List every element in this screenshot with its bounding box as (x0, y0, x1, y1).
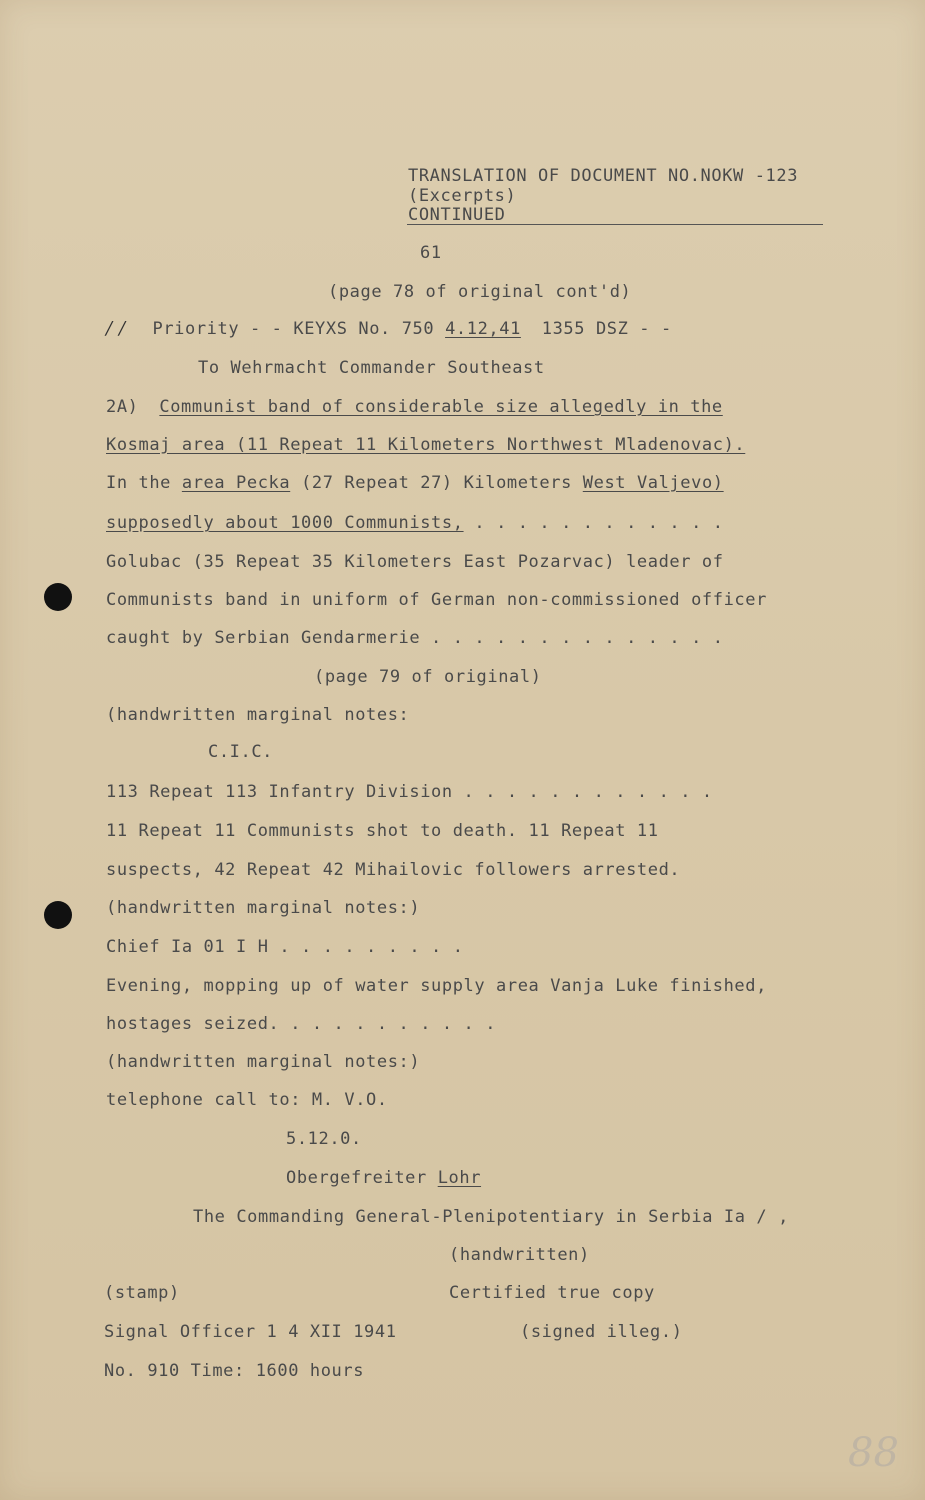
item-2a-line-1 (106, 397, 723, 417)
item-2a-line-2: Kosmaj area (11 Repeat 11 Kilometers Northwest Mladenovac). (106, 435, 746, 455)
telephone-line: telephone call to: M. V.O. (106, 1090, 388, 1110)
suspects-line: suspects, 42 Repeat 42 Mihailovic followers arrested. (106, 860, 681, 880)
commanding-general-line: The Commanding General-Plenipotentiary in Serbia Ia / , (193, 1207, 789, 1227)
signer-name: Lohr (437, 1168, 482, 1188)
item-2a-text-3b: area Pecka (181, 473, 291, 493)
certified-copy: Certified true copy (449, 1283, 655, 1303)
header-rule (407, 224, 823, 225)
handwritten-note-3: (handwritten marginal notes:) (106, 1052, 421, 1072)
cic-line: C.I.C. (208, 742, 274, 762)
item-2a-text-1: Communist band of considerable size allegedly in the (159, 397, 723, 417)
item-2a-text-4a: supposedly about 1000 Communists, (106, 513, 464, 533)
item-2a-line-7: caught by Serbian Gendarmerie . . . . . . . . . . . . . . (106, 628, 724, 648)
handwritten-note-1: (handwritten marginal notes: (106, 705, 410, 725)
header-excerpts: (Excerpts) (408, 186, 517, 206)
signal-officer-line: Signal Officer 1 4 XII 1941 (104, 1322, 397, 1342)
priority-suffix: 1355 DSZ - - (541, 319, 672, 339)
signer-line (286, 1168, 481, 1188)
priority-date: 4.12,41 (445, 319, 521, 339)
item-2a-label: 2A) (106, 397, 139, 417)
item-2a-line-3 (106, 473, 724, 493)
time-line: No. 910 Time: 1600 hours (104, 1361, 365, 1381)
item-2a-text-3d: West Valjevo) (582, 473, 724, 493)
header-title: TRANSLATION OF DOCUMENT NO.NOKW -123 (408, 166, 799, 186)
doc-page-number: 61 (420, 243, 442, 263)
item-2a-line-6: Communists band in uniform of German non-commissioned officer (106, 590, 767, 610)
archive-page-number: 88 (848, 1430, 899, 1476)
item-2a-text-4b: . . . . . . . . . . . . (474, 513, 724, 533)
handwritten-label: (handwritten) (449, 1245, 590, 1265)
evening-line: Evening, mopping up of water supply area Vanja Luke finished, (106, 976, 767, 996)
hostages-line: hostages seized. . . . . . . . . . . (106, 1014, 497, 1034)
item-2a-text-3a: In the (106, 473, 172, 493)
shot-line: 11 Repeat 11 Communists shot to death. 11 Repeat 11 (106, 821, 659, 841)
date-line: 5.12.0. (286, 1129, 362, 1149)
priority-prefix: Priority - - KEYXS No. 750 (152, 319, 435, 339)
chief-line: Chief Ia 01 I H . . . . . . . . . (106, 937, 464, 957)
signer-rank: Obergefreiter (286, 1168, 427, 1188)
punch-hole-bottom (44, 901, 72, 929)
page-79-reference: (page 79 of original) (314, 667, 542, 687)
item-2a-line-4 (106, 513, 724, 533)
punch-hole-top (44, 583, 72, 611)
stamp-label: (stamp) (104, 1283, 180, 1303)
page-78-reference: (page 78 of original cont'd) (328, 282, 632, 302)
addressee-line: To Wehrmacht Commander Southeast (198, 358, 545, 378)
header-continued: CONTINUED (408, 205, 506, 225)
division-line: 113 Repeat 113 Infantry Division . . . . . . . . . . . . (106, 782, 713, 802)
priority-line (106, 319, 672, 339)
item-2a-line-5: Golubac (35 Repeat 35 Kilometers East Pozarvac) leader of (106, 552, 724, 572)
priority-marks: / / (106, 318, 126, 339)
handwritten-note-2: (handwritten marginal notes:) (106, 898, 421, 918)
signed-illegible: (signed illeg.) (520, 1322, 683, 1342)
item-2a-text-3c: (27 Repeat 27) Kilometers (301, 473, 572, 493)
